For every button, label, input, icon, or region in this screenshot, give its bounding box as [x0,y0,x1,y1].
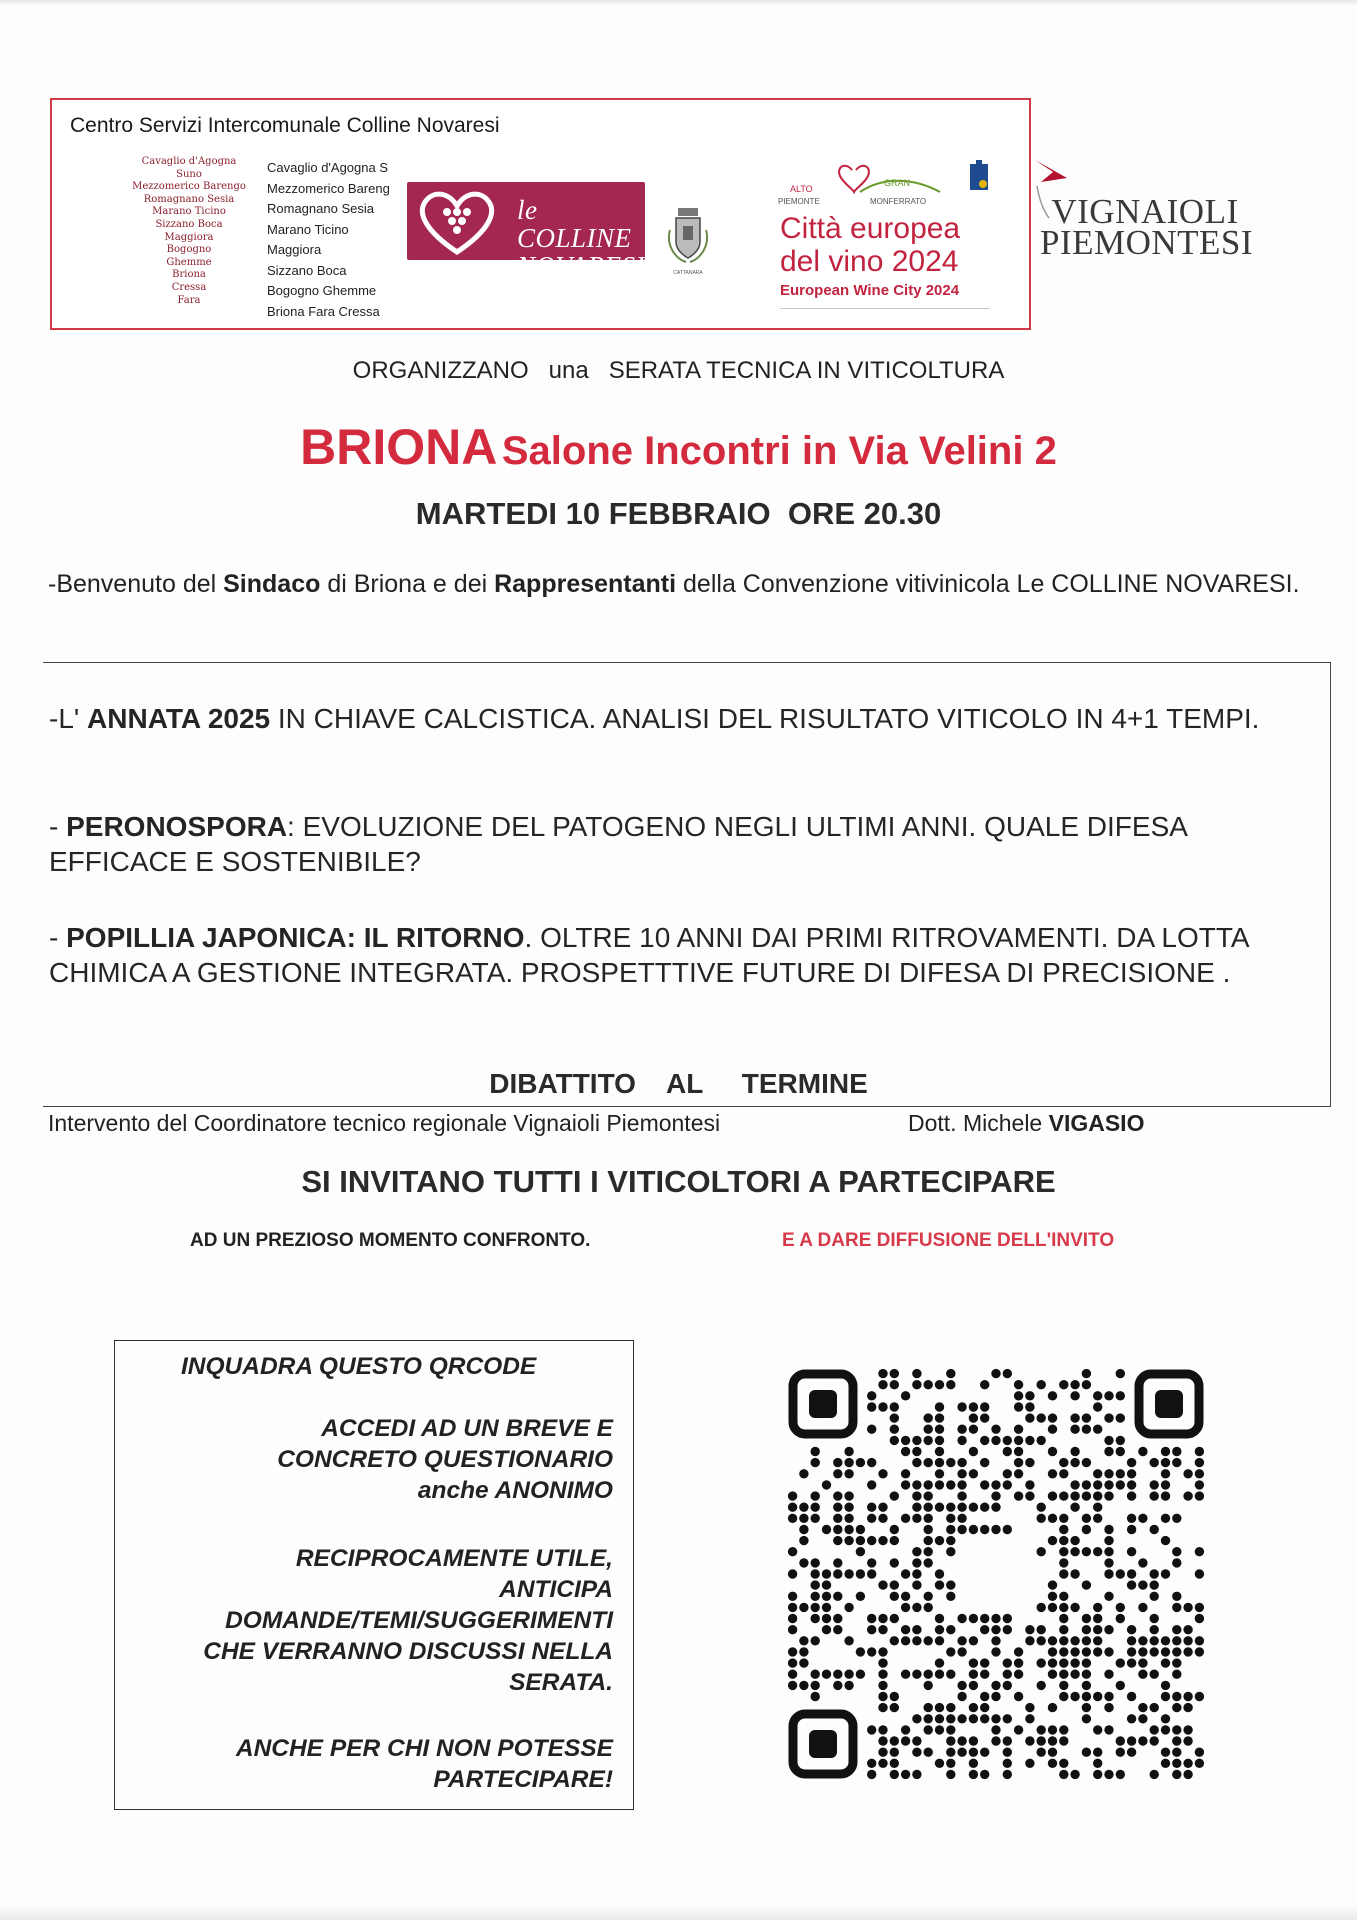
qr-paragraph-1: ACCEDI AD UN BREVE E CONCRETO QUESTIONARIO anche ANONIMO [277,1415,613,1504]
survey-qr-code[interactable] [787,1368,1205,1780]
qr-finder-pattern [1139,1374,1199,1434]
scan-bottom-edge [0,1906,1357,1920]
qr-finder-pattern [793,1714,853,1774]
qr-paragraph-3: ANCHE PER CHI NON POTESSE PARTECIPARE! [235,1735,613,1793]
invite-subline-right: E A DARE DIFFUSIONE DELL'INVITO [782,1230,1115,1251]
topic-item: - POPILLIA JAPONICA: IL RITORNO. OLTRE 10 ANNI DAI PRIMI RITROVAMENTI. DA LOTTA CHIMICA A GESTIONE INTEGRATA. PROSPETTTIVE FUTURE DI DIFESA DI PRECISIONE . [49,922,1248,988]
scan-top-edge [0,0,1357,6]
event-date: MARTEDI 10 FEBBRAIO ORE 20.30 [415,496,942,531]
vignaioli-piemontesi-logo: VIGNAIOLI PIEMONTESI [1040,192,1254,262]
towns-list-sans: Cavaglio d'Agogna S Mezzomerico Bareng Romagnano Sesia Marano Ticino Maggiora Sizzano Boca Bogogno Ghemme Briona Fara Cressa [267,160,390,319]
city-eu-line3: European Wine City 2024 [780,282,960,299]
organizzano-line: ORGANIZZANO una SERATA TECNICA IN VITICOLTURA [352,357,1005,384]
qr-paragraph-2: RECIPROCAMENTE UTILE, ANTICIPA DOMANDE/TEMI/SUGGERIMENTI CHE VERRANNO DISCUSSI NELLA SERATA. [203,1545,613,1696]
organization-title: Centro Servizi Intercomunale Colline Novaresi [70,114,500,137]
monferrato-label: MONFERRATO [870,197,927,206]
alto-label: ALTO [790,184,813,194]
topics-box [43,662,1331,1107]
gran-label: GRAN [884,178,911,188]
municipal-crest-icon [664,204,712,268]
intervento-text: Intervento del Coordinatore tecnico regionale Vignaioli Piemontesi [48,1110,721,1136]
city-eu-divider [780,308,990,309]
place-town: BRIONA [300,419,498,475]
topic-item: - PERONOSPORA: EVOLUZIONE DEL PATOGENO NEGLI ULTIMI ANNI. QUALE DIFESA EFFICACE E SOSTENIBILE? [49,811,1187,877]
city-eu-line1: Città europea [780,212,961,245]
city-eu-line2: del vino 2024 [780,245,959,278]
alto-piemonte-gran-monferrato-logo [774,158,994,210]
dibattito-heading: DIBATTITO AL TERMINE [489,1068,868,1099]
piemonte-label: PIEMONTE [778,197,820,206]
colline-logo-text: le COLLINE NOVARESI [517,195,645,281]
towns-list-serif: Cavaglio d'Agogna Suno Mezzomerico Barengo Romagnano Sesia Marano Ticino Sizzano Boca Maggiora Bogogno Ghemme Briona Cressa Fara [132,156,246,306]
qr-instructions-box [114,1340,634,1810]
welcome-text: -Benvenuto del Sindaco di Briona e dei Rappresentanti della Convenzione vitivinicola Le COLLINE NOVARESI. [48,570,1300,598]
invite-subline-left: AD UN PREZIOSO MOMENTO CONFRONTO. [190,1230,591,1251]
invite-heading: SI INVITANO TUTTI I VITICOLTORI A PARTECIPARE [301,1164,1056,1199]
crest-caption: CATTANARA [673,270,703,276]
qr-box-title: INQUADRA QUESTO QRCODE [181,1353,537,1380]
speaker-name: Dott. Michele VIGASIO [908,1110,1145,1136]
grape-heart-icon [407,182,507,260]
qr-finder-pattern [793,1374,853,1434]
topic-item: -L' ANNATA 2025 IN CHIAVE CALCISTICA. ANALISI DEL RISULTATO VITICOLO IN 4+1 TEMPI. [49,703,1260,734]
place-venue: Salone Incontri in Via Velini 2 [501,429,1057,473]
header-box [50,98,1031,330]
event-place [0,418,1357,476]
